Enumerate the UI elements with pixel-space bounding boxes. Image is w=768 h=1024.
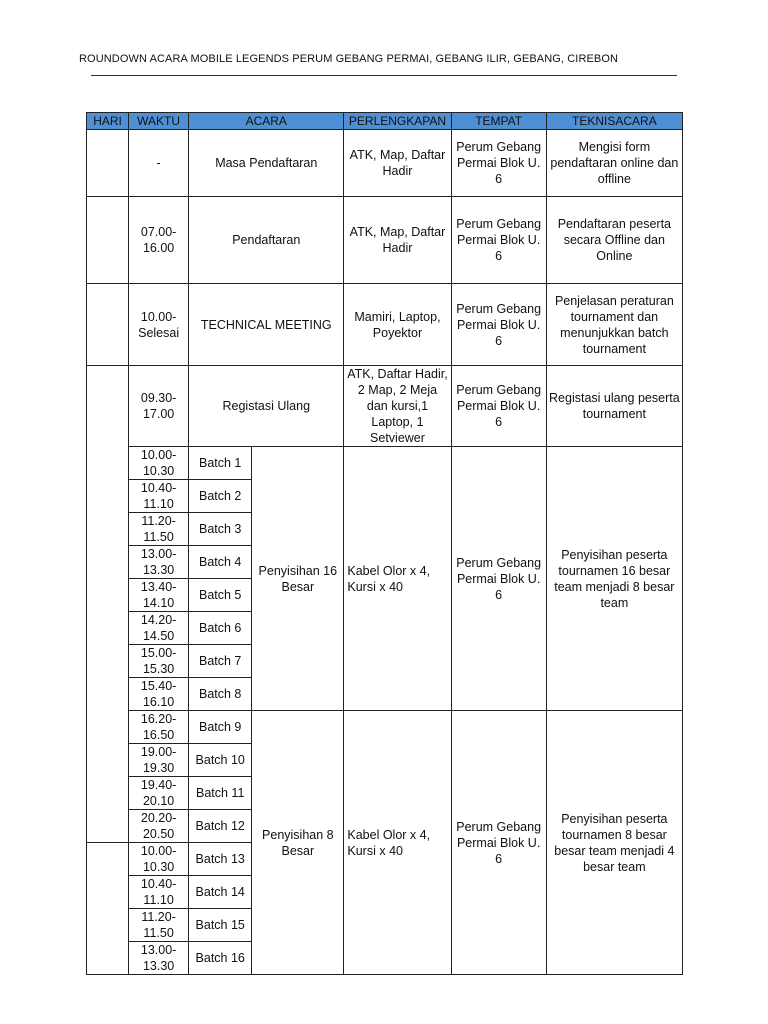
cell-perlengkapan-group8: Kabel Olor x 4, Kursi x 40 xyxy=(344,711,451,975)
cell-batch: Batch 3 xyxy=(189,513,252,546)
cell-tempat: Perum Gebang Permai Blok U. 6 xyxy=(451,284,546,366)
cell-perlengkapan: ATK, Map, Daftar Hadir xyxy=(344,130,451,197)
cell-waktu: 10.40-11.10 xyxy=(129,480,189,513)
cell-batch: Batch 4 xyxy=(189,546,252,579)
cell-perlengkapan: Mamiri, Laptop, Poyektor xyxy=(344,284,451,366)
table-row xyxy=(87,197,683,284)
cell-batch: Batch 9 xyxy=(189,711,252,744)
document-title: ROUNDOWN ACARA MOBILE LEGENDS PERUM GEBANG PERMAI, GEBANG ILIR, GEBANG, CIREBON xyxy=(79,53,619,65)
cell-hari xyxy=(87,284,129,366)
cell-batch: Batch 8 xyxy=(189,678,252,711)
header-perlengkapan: PERLENGKAPAN xyxy=(344,113,451,130)
cell-batch: Batch 7 xyxy=(189,645,252,678)
cell-waktu: 11.20-11.50 xyxy=(129,909,189,942)
cell-acara: Masa Pendaftaran xyxy=(189,130,344,197)
cell-batch: Batch 2 xyxy=(189,480,252,513)
cell-hari xyxy=(87,366,129,447)
cell-batch: Batch 1 xyxy=(189,447,252,480)
table-row xyxy=(87,366,683,447)
header-teknisacara: TEKNISACARA xyxy=(546,113,682,130)
header-waktu: WAKTU xyxy=(129,113,189,130)
cell-teknis: Registasi ulang peserta tournament xyxy=(546,366,682,447)
cell-acara-group8: Penyisihan 8 Besar xyxy=(252,711,344,975)
header-hari: HARI xyxy=(87,113,129,130)
cell-perlengkapan: ATK, Map, Daftar Hadir xyxy=(344,197,451,284)
cell-perlengkapan: ATK, Daftar Hadir, 2 Map, 2 Meja dan kursi,1 Laptop, 1 Setviewer xyxy=(344,366,451,447)
cell-teknis: Pendaftaran peserta secara Offline dan Online xyxy=(546,197,682,284)
cell-hari xyxy=(87,130,129,197)
schedule-table xyxy=(86,112,683,975)
table-row xyxy=(87,284,683,366)
cell-tempat: Perum Gebang Permai Blok U. 6 xyxy=(451,366,546,447)
cell-batch: Batch 5 xyxy=(189,579,252,612)
cell-acara: Pendaftaran xyxy=(189,197,344,284)
header-tempat: TEMPAT xyxy=(451,113,546,130)
cell-tempat: Perum Gebang Permai Blok U. 6 xyxy=(451,130,546,197)
cell-waktu: 14.20-14.50 xyxy=(129,612,189,645)
cell-batch: Batch 11 xyxy=(189,777,252,810)
table-row xyxy=(87,130,683,197)
cell-batch: Batch 12 xyxy=(189,810,252,843)
header-acara: ACARA xyxy=(189,113,344,130)
cell-hari-merged-2 xyxy=(87,843,129,975)
cell-acara-group16: Penyisihan 16 Besar xyxy=(252,447,344,711)
cell-tempat-group16: Perum Gebang Permai Blok U. 6 xyxy=(451,447,546,711)
cell-waktu: 19.00-19.30 xyxy=(129,744,189,777)
cell-batch: Batch 6 xyxy=(189,612,252,645)
cell-acara: Registasi Ulang xyxy=(189,366,344,447)
table-row xyxy=(87,711,683,744)
cell-teknis-group16: Penyisihan peserta tournamen 16 besar team menjadi 8 besar team xyxy=(546,447,682,711)
cell-waktu: 15.00-15.30 xyxy=(129,645,189,678)
cell-teknis: Penjelasan peraturan tournament dan menunjukkan batch tournament xyxy=(546,284,682,366)
cell-batch: Batch 15 xyxy=(189,909,252,942)
cell-hari xyxy=(87,197,129,284)
cell-waktu: 07.00-16.00 xyxy=(129,197,189,284)
cell-waktu: 10.00-Selesai xyxy=(129,284,189,366)
cell-waktu: 10.00-10.30 xyxy=(129,447,189,480)
cell-batch: Batch 10 xyxy=(189,744,252,777)
cell-waktu: 15.40-16.10 xyxy=(129,678,189,711)
cell-batch: Batch 16 xyxy=(189,942,252,975)
cell-batch: Batch 13 xyxy=(189,843,252,876)
cell-perlengkapan-group16: Kabel Olor x 4, Kursi x 40 xyxy=(344,447,451,711)
cell-batch: Batch 14 xyxy=(189,876,252,909)
cell-tempat: Perum Gebang Permai Blok U. 6 xyxy=(451,197,546,284)
cell-teknis: Mengisi form pendaftaran online dan offline xyxy=(546,130,682,197)
cell-waktu: 10.40-11.10 xyxy=(129,876,189,909)
cell-waktu: 13.00-13.30 xyxy=(129,546,189,579)
cell-waktu: 09.30-17.00 xyxy=(129,366,189,447)
cell-waktu: 19.40-20.10 xyxy=(129,777,189,810)
cell-waktu: 20.20-20.50 xyxy=(129,810,189,843)
table-row xyxy=(87,447,683,480)
cell-waktu: 16.20-16.50 xyxy=(129,711,189,744)
title-underline xyxy=(91,75,677,76)
cell-waktu: 13.40-14.10 xyxy=(129,579,189,612)
cell-teknis-group8: Penyisihan peserta tournamen 8 besar besar team menjadi 4 besar team xyxy=(546,711,682,975)
cell-waktu: 11.20-11.50 xyxy=(129,513,189,546)
cell-waktu: 10.00-10.30 xyxy=(129,843,189,876)
cell-acara: TECHNICAL MEETING xyxy=(189,284,344,366)
cell-hari-merged xyxy=(87,447,129,843)
cell-waktu: - xyxy=(129,130,189,197)
table-header-row xyxy=(87,113,683,130)
cell-waktu: 13.00-13.30 xyxy=(129,942,189,975)
cell-tempat-group8: Perum Gebang Permai Blok U. 6 xyxy=(451,711,546,975)
